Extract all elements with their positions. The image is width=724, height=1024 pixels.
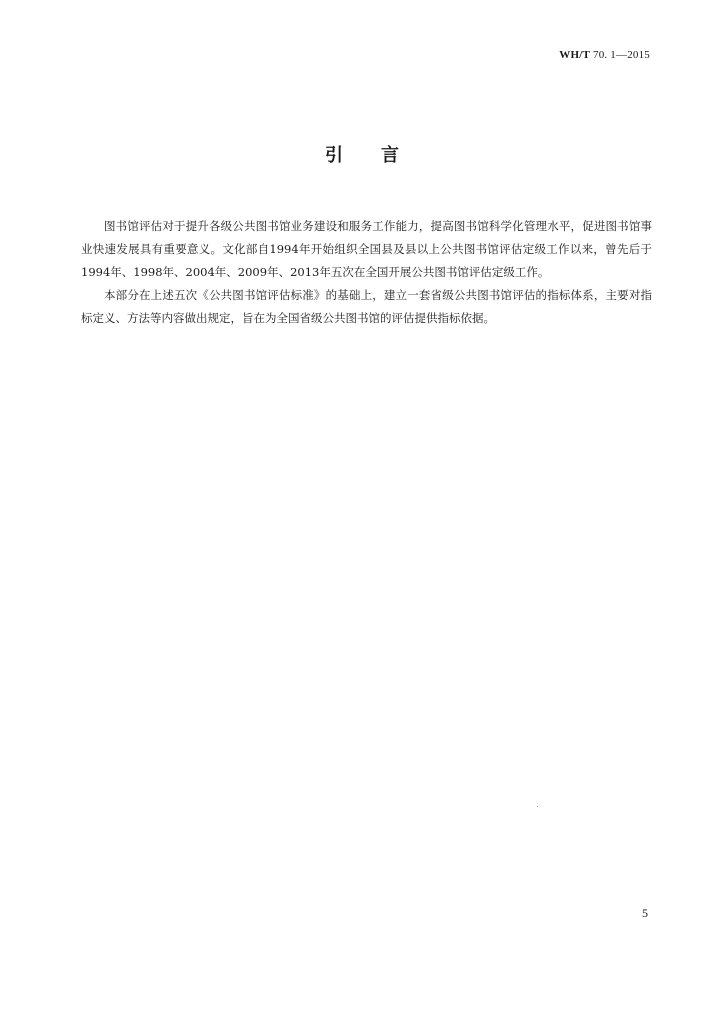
paragraph-1: 图书馆评估对于提升各级公共图书馆业务建设和服务工作能力，提高图书馆科学化管理水平，促进图书馆事业快速发展具有重要意义。文化部自1994年开始组织全国县及县以上公共图书馆评估定级工作以来，曾先后于1994年、1998年、2004年、2009年、2013年五次在全国开展公共图书馆评估定级工作。: [81, 219, 652, 279]
scan-speck: [537, 806, 538, 807]
standard-prefix: WH/T: [559, 49, 591, 61]
page-number: 5: [642, 906, 648, 920]
page-title: 引言: [325, 145, 437, 166]
standard-number: 70. 1—2015: [593, 49, 650, 61]
introduction-body: [81, 215, 652, 330]
paragraph-2: 本部分在上述五次《公共图书馆评估标准》的基础上，建立一套省级公共图书馆评估的指标体系，主要对指标定义、方法等内容做出规定，旨在为全国省级公共图书馆的评估提供指标依据。: [81, 288, 652, 325]
standard-code: [559, 49, 650, 61]
